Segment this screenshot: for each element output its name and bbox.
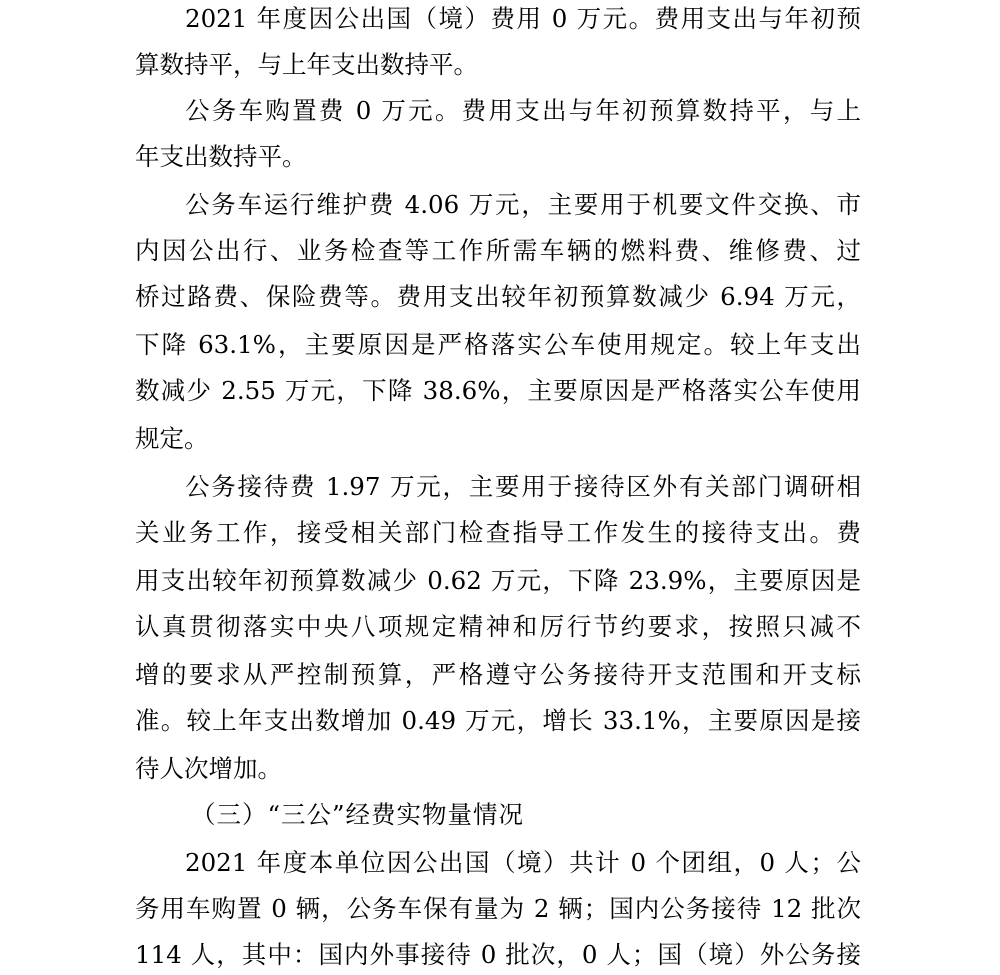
text-line: 公务车运行维护费 4.06 万元，主要用于机要文件交换、市 — [185, 190, 861, 219]
text-line: 年支出数持平。 — [135, 142, 307, 171]
text-line: 2021 年度因公出国（境）费用 0 万元。费用支出与年初预 — [185, 4, 861, 33]
text-line: 准。较上年支出数增加 0.49 万元，增长 33.1%，主要原因是接 — [135, 706, 861, 735]
text-line: 数减少 2.55 万元，下降 38.6%，主要原因是严格落实公车使用 — [135, 376, 861, 405]
text-line: 下降 63.1%，主要原因是严格落实公车使用规定。较上年支出 — [135, 330, 861, 359]
text-line: 认真贯彻落实中央八项规定精神和厉行节约要求，按照只减不 — [135, 612, 861, 641]
text-line: 公务车购置费 0 万元。费用支出与年初预算数持平，与上 — [185, 96, 861, 125]
text-line: 务用车购置 0 辆，公务车保有量为 2 辆；国内公务接待 12 批次 — [135, 894, 861, 923]
text-line: 114 人，其中：国内外事接待 0 批次，0 人；国（境）外公务接 — [135, 940, 861, 969]
section-heading: （三）“三公”经费实物量情况 — [191, 800, 525, 829]
text-line: 规定。 — [135, 424, 209, 453]
text-line: 增的要求从严控制预算，严格遵守公务接待开支范围和开支标 — [135, 660, 861, 689]
text-line: 2021 年度本单位因公出国（境）共计 0 个团组，0 人；公 — [185, 848, 861, 877]
text-line: 用支出较年初预算数减少 0.62 万元，下降 23.9%，主要原因是 — [135, 566, 861, 595]
text-line: 桥过路费、保险费等。费用支出较年初预算数减少 6.94 万元， — [135, 282, 861, 311]
text-line: 公务接待费 1.97 万元，主要用于接待区外有关部门调研相 — [185, 472, 861, 501]
text-line: 算数持平，与上年支出数持平。 — [135, 50, 478, 79]
text-line: 待人次增加。 — [135, 754, 282, 783]
text-line: 关业务工作，接受相关部门检查指导工作发生的接待支出。费 — [135, 518, 861, 547]
text-line: 内因公出行、业务检查等工作所需车辆的燃料费、维修费、过 — [135, 236, 861, 265]
